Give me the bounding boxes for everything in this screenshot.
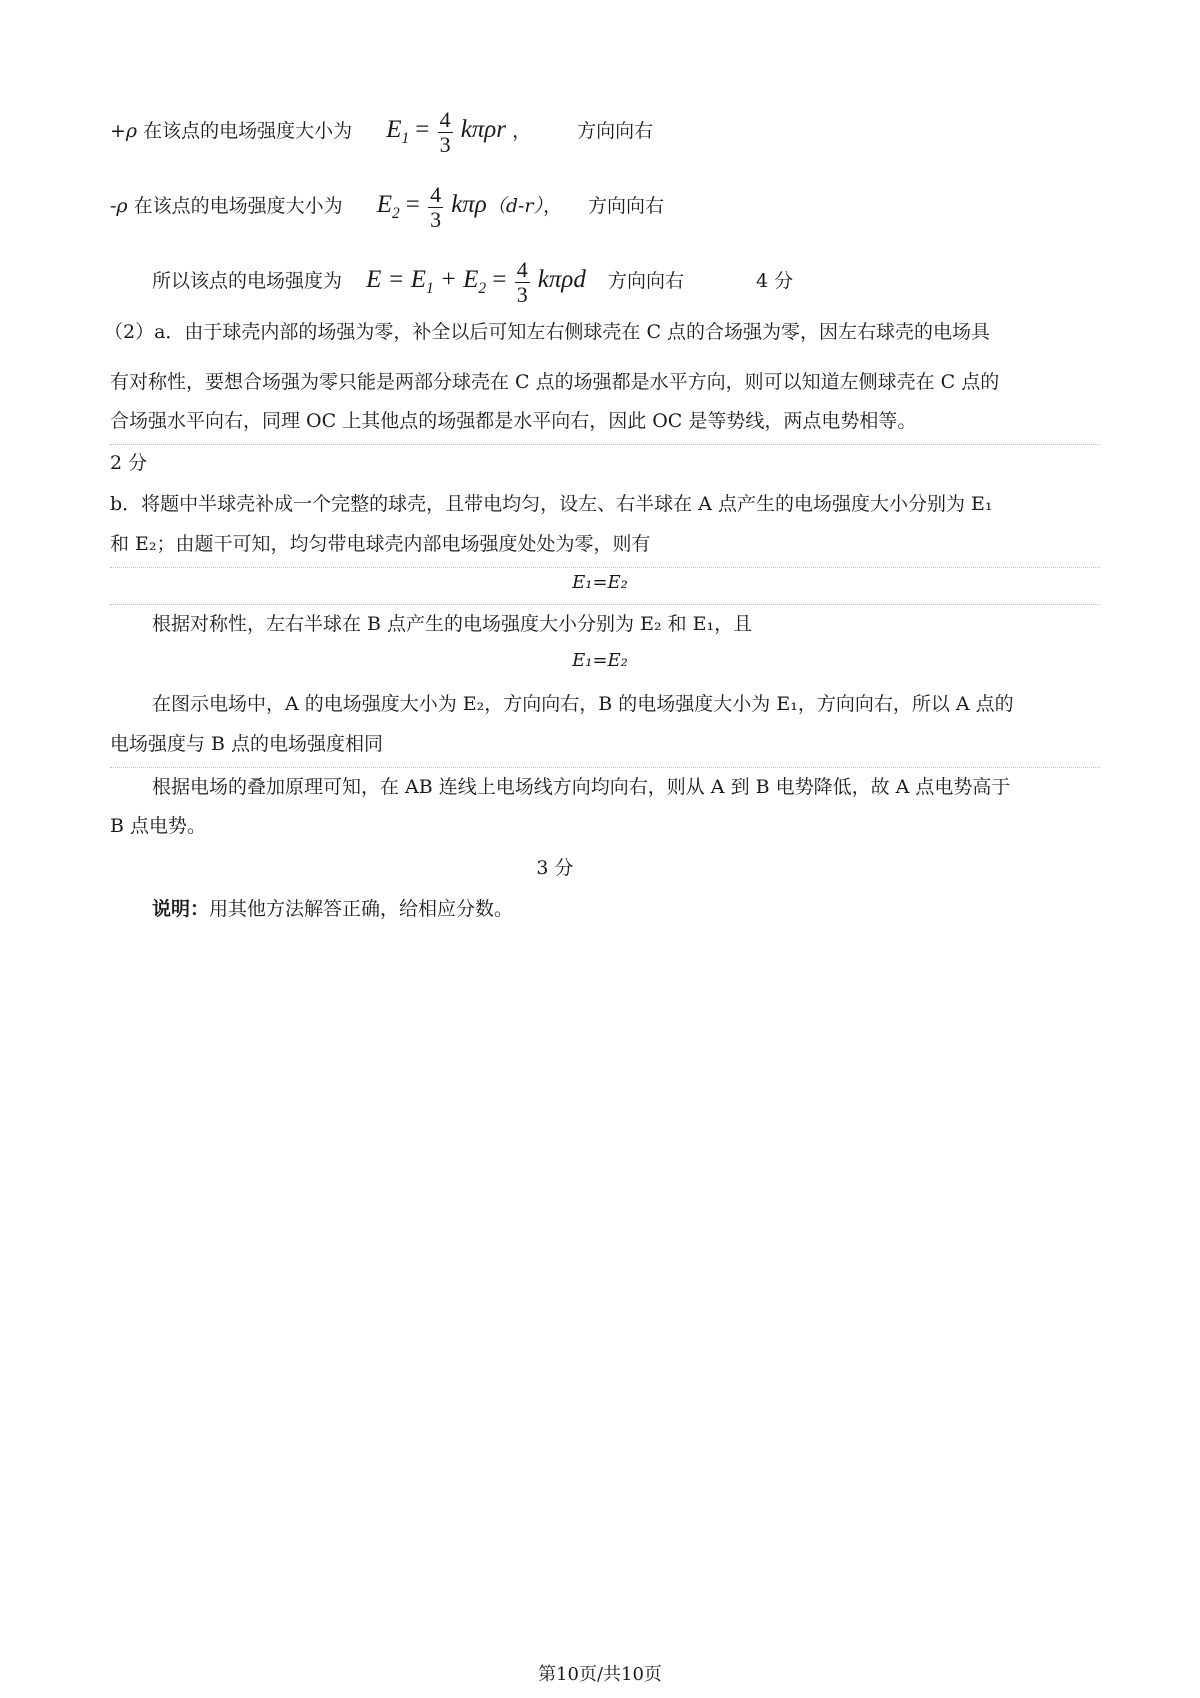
part2b-line6: 根据电场的叠加原理可知，在 AB 连线上电场线方向均向右，则从 A 到 B 电势降低，故 A 点电势高于 xyxy=(152,776,1011,798)
rho-plus: +ρ xyxy=(110,120,138,142)
line1-punct: ， xyxy=(512,120,532,142)
line2-direction: 方向向右 xyxy=(588,195,665,217)
line3-direction: 方向向右 xyxy=(607,270,684,292)
line2-paren: （d-r） xyxy=(486,195,543,217)
line1-direction: 方向向右 xyxy=(577,120,654,142)
part2b-line2: 和 E₂；由题干可知，均匀带电球壳内部电场强度处处为零，则有 xyxy=(110,533,651,555)
fraction-4-3: $\frac{4}{3}$ xyxy=(430,182,442,232)
divider xyxy=(110,604,1100,605)
fraction-4-3: $\frac{4}{3}$ xyxy=(516,257,528,307)
part2a-score: 2 分 xyxy=(110,452,148,474)
page-footer: 第10页/共10页 xyxy=(538,1664,662,1685)
line3-score: 4 分 xyxy=(756,270,794,292)
part2a-line1: （2）a．由于球壳内部的场强为零，补全以后可知左右侧球壳在 C 点的合场强为零，因左右球壳的电场具 xyxy=(104,321,991,343)
part2b-line4: 在图示电场中，A 的电场强度大小为 E₂，方向向右，B 的电场强度大小为 E₁，方向向右，所以 A 点的 xyxy=(152,693,1014,715)
equation-e1-e2: E₁=E₂ xyxy=(572,572,628,593)
part2a-line3: 合场强水平向右，同理 OC 上其他点的场强都是水平向右，因此 OC 是等势线，两点电势相等。 xyxy=(110,410,917,432)
divider xyxy=(110,444,1100,445)
line3-expr: kπρd xyxy=(537,266,586,293)
part2a-line2: 有对称性，要想合场强为零只能是两部分球壳在 C 点的场强都是水平方向，则可以知道左侧球壳在 C 点的 xyxy=(110,371,1000,393)
equation-e1-e2: E₁=E₂ xyxy=(572,650,628,671)
rho-minus: -ρ xyxy=(110,195,128,217)
line2-expr: kπρ xyxy=(451,191,487,218)
sum-expression: $E = E_1 + E_2$ = xyxy=(366,266,513,297)
equation-line-2: -ρ 在该点的电场强度大小为 $E_2$ = $\frac{4}{3}$ kπρ（d-r）， 方向向右 xyxy=(110,182,665,232)
part2b-score: 3 分 xyxy=(536,857,574,879)
line1-text: 在该点的电场强度大小为 xyxy=(143,120,353,142)
e2-symbol: $E_2$ xyxy=(376,191,400,222)
line1-expr: kπρr xyxy=(460,116,507,143)
fraction-4-3: $\frac{4}{3}$ xyxy=(439,107,451,157)
line3-text: 所以该点的电场强度为 xyxy=(152,270,343,292)
note-label: 说明： xyxy=(152,898,210,920)
part2b-line5: 电场强度与 B 点的电场强度相同 xyxy=(110,733,384,755)
equation-line-3 xyxy=(152,250,793,310)
divider xyxy=(110,767,1100,768)
line2-text: 在该点的电场强度大小为 xyxy=(133,195,343,217)
note-text: 用其他方法解答正确，给相应分数。 xyxy=(209,898,514,920)
note xyxy=(152,894,513,921)
line2-punct: ， xyxy=(542,195,562,217)
divider xyxy=(110,567,1100,568)
equation-line-1: +ρ 在该点的电场强度大小为 $E_1$ = $\frac{4}{3}$ kπρr ， 方向向右 xyxy=(110,107,654,157)
part2b-line3: 根据对称性，左右半球在 B 点产生的电场强度大小分别为 E₂ 和 E₁，且 xyxy=(152,613,753,635)
e1-symbol: $E_1$ xyxy=(386,116,410,147)
part2b-line7: B 点电势。 xyxy=(110,815,207,837)
part2b-line1: b．将题中半球壳补成一个完整的球壳，且带电均匀，设左、右半球在 A 点产生的电场强度大小分别为 E₁ xyxy=(110,493,993,515)
